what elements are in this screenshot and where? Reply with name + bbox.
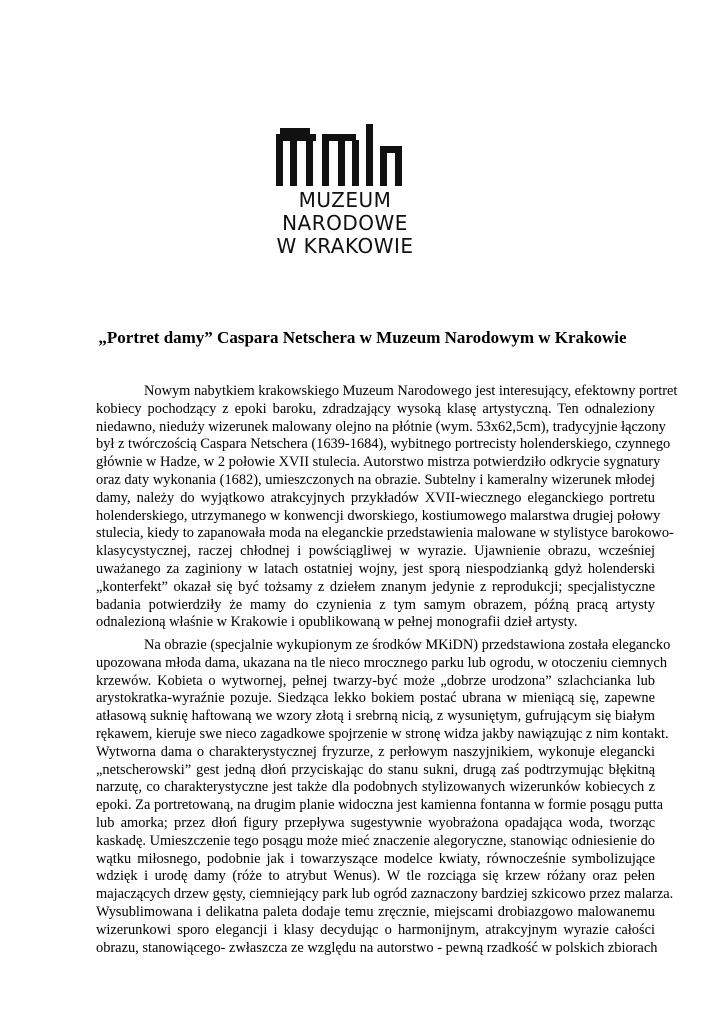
paragraph-line: atłasową suknię haftowaną we wzory złotą i srebrną nicią, z wysuniętym, gufrującym się białym xyxy=(96,708,655,725)
paragraph-line: arystokratka-wyraźnie pozuje. Siedząca lekko bokiem postać ubrana w mieniącą się, zapewne xyxy=(96,690,655,707)
paragraph-line: uważanego za zaginiony w latach ostatniej wojny, jest sporą niespodzianką gdyż holenderski xyxy=(96,560,655,577)
paragraph-line: lub amorka; przez dłoń figury przepływa sugestywnie wyobrażona opadająca woda, tworząc xyxy=(96,814,655,831)
paragraph-line: kobiecy pochodzący z epoki baroku, zdradzający wysoką klasę artystyczną. Ten odnaleziony xyxy=(96,400,655,417)
paragraph-line: kaskadę. Umieszczenie tego posągu może mieć znaczenie alegoryczne, stanowiąc odniesienie do xyxy=(96,832,655,849)
paragraph-line: był z twórczością Caspara Netschera (1639-1684), wybitnego portrecisty holenderskiego, czynnego xyxy=(96,436,671,453)
paragraph-line: wątku miłosnego, podobnie jak i towarzyszące modelce kwiaty, równocześnie symbolizujące xyxy=(96,850,655,867)
mnk-logo-mark xyxy=(276,124,406,186)
logo-text-line-3: W KRAKOWIE xyxy=(276,234,414,258)
paragraph-line: rękawem, kieruje swe nieco zagadkowe spojrzenie w stronę widza jakby nawiązując z nim kontakt. xyxy=(96,725,669,742)
paragraph-line: krzewów. Kobieta o wytwornej, pełnej twarzy-być może „dobrze urodzona” szlachcianka lub xyxy=(96,672,655,689)
paragraph-line: Nowym nabytkiem krakowskiego Muzeum Narodowego jest interesujący, efektowny portret xyxy=(144,383,678,399)
paragraph-line: Na obrazie (specjalnie wykupionym ze środków MKiDN) przedstawiona została elegancko xyxy=(144,637,671,653)
paragraph-line: głównie w Hadze, w 2 połowie XVII stulecia. Autorstwo mistrza potwierdziło odkrycie sygnatury xyxy=(96,454,661,471)
paragraph-line: damy, należy do wyjątkowo atrakcyjnych przykładów XVII-wiecznego eleganckiego portretu xyxy=(96,489,655,506)
paragraph-line: Wysublimowana i delikatna paleta dodaje temu zręcznie, miejscami drobiazgowo malowanemu xyxy=(96,903,655,920)
logo-text-line-2: NARODOWE xyxy=(282,211,408,235)
paragraph-line: odnalezioną właśnie w Krakowie i opublikowaną w pełnej monografii dzieł artysty. xyxy=(96,614,578,631)
paragraph-line: „konterfekt” okazał się być tożsamy z dziełem znanym jedynie z reprodukcji; specjalistyczne xyxy=(96,578,655,595)
paragraph-line: „netscherowski” gest jedną dłoń przyciskając do stanu sukni, drugą zaś podtrzymując błękitną xyxy=(96,761,655,778)
logo-text-line-1: MUZEUM xyxy=(298,188,392,212)
museum-logo xyxy=(270,124,420,264)
paragraph-line: narzutę, co charakterystyczne jest także dla podobnych stylizowanych wizerunków kobiecych z xyxy=(96,779,655,796)
paragraph-line: wizerunkowi sporo elegancji i klasy decydując o harmonijnym, atrakcyjnym wyrazie całości xyxy=(96,921,655,938)
paragraph-1 xyxy=(96,383,678,632)
paragraph-line: oraz daty wykonania (1682), umieszczonych na obrazie. Subtelny i kameralny wizerunek młodej xyxy=(96,471,655,488)
paragraph-line: obrazu, stanowiącego- zwłaszcza ze względu na autorstwo - pewną rzadkość w polskich zbiorach xyxy=(96,939,658,956)
paragraph-line: niedawno, nieduży wizerunek malowany olejno na płótnie (wym. 53x62,5cm), tradycyjnie łączony xyxy=(96,418,666,435)
paragraph-line: majaczących drzew gęsty, ciemniejący park lub ogród zaznaczony bardziej szkicowo przez malarza. xyxy=(96,886,674,903)
paragraph-line: klasycystycznej, raczej chłodnej i powściągliwej w wyrazie. Ujawnienie obrazu, wcześniej xyxy=(96,543,655,560)
paragraph-line: epoki. Za portretowaną, na drugim planie widoczna jest kamienna fontanna w formie posągu putta xyxy=(96,797,664,814)
paragraph-line: badania potwierdziły że mamy do czynienia z tym samym obrazem, późną pracą artysty xyxy=(96,596,655,613)
paragraph-line: holenderskiego, utrzymanego w konwencji dworskiego, kostiumowego malarstwa drugiej połowy xyxy=(96,507,661,524)
paragraph-line: stulecia, kiedy to zapanowała moda na eleganckie przedstawienia malowane w stylistyce barokowo- xyxy=(96,525,674,542)
paragraph-line: Wytworna dama o charakterystycznej fryzurze, z perłowym naszyjnikiem, wykonuje elegancki xyxy=(96,743,655,760)
paragraph-line: upozowana młoda dama, ukazana na tle nieco mrocznego parku lub ogrodu, w otoczeniu ciemnych xyxy=(96,654,668,671)
paragraph-line: wdzięk i urodę damy (róże to atrybut Wenus). W tle rozciąga się krzew różany oraz pełen xyxy=(96,868,655,885)
document-title: „Portret damy” Caspara Netschera w Muzeum Narodowym w Krakowie xyxy=(98,328,627,347)
paragraph-2 xyxy=(96,637,674,957)
